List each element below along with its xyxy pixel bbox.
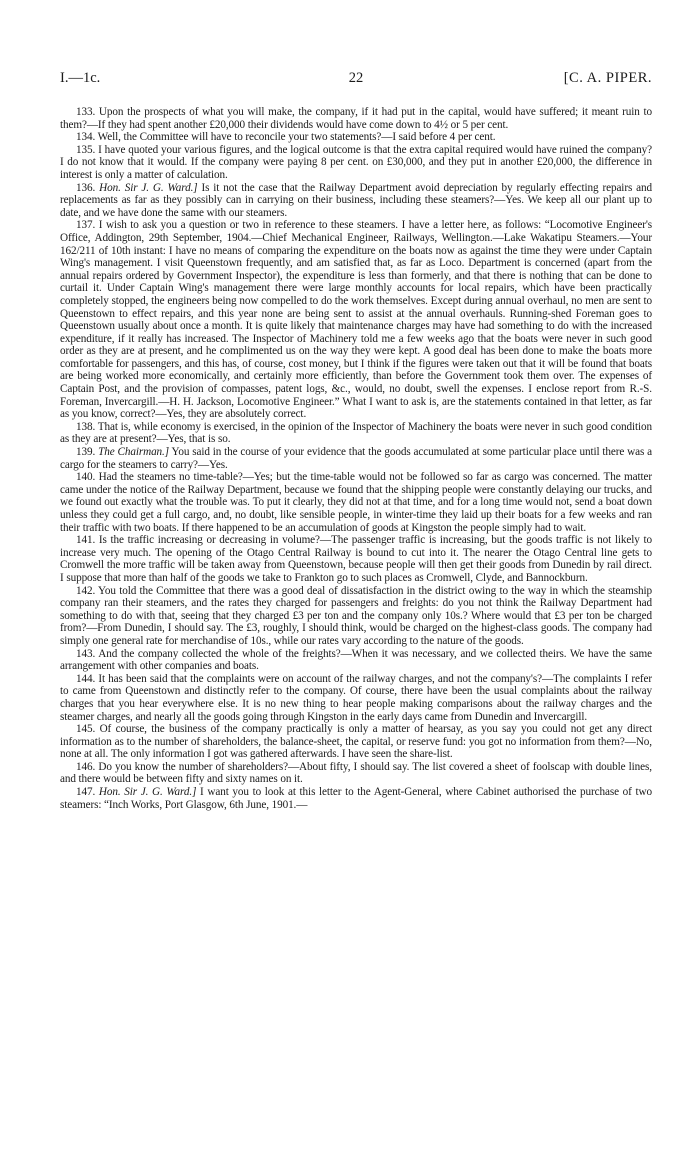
speaker: Hon. Sir J. G. Ward.] [99,181,198,194]
paragraph-text: You said in the course of your evidence that the goods accumulated at some particular place until there was a cargo for the steamers to carry?—Yes. [60,446,652,471]
paragraph-134: 134. Well, the Committee will have to reconcile your two statements?—I said before 4 per cent. [76,131,496,144]
paragraph-136 [60,182,652,220]
paragraph-text: I want you to look at this letter to the Agent-General, where Cabinet authorised the purchase of two steamers: “Inch Works, Port Glasgow, 6th June, 1901.— [60,786,652,811]
paragraph-145: 145. Of course, the business of the company practically is only a matter of hearsay, as you say you could not get any direct information as to the number of shareholders, the balance-sheet, the capital, or reserve fund: you got no information from them?—No, none at all. The only information I got was gathered afterwards. I have seen the share-list. [60,723,652,761]
paragraph-143: 143. And the company collected the whole of the freights?—When it was necessary, and we collected theirs. We have the same arrangement with other companies and boats. [60,647,652,673]
witness-name: [C. A. PIPER. [563,70,652,86]
paragraph-139 [60,446,652,471]
paragraph-147 [60,786,652,811]
page-number: 22 [348,70,364,86]
speaker: Hon. Sir J. G. Ward.] [98,786,197,799]
body-text [60,106,652,811]
paragraph-144: 144. It has been said that the complaints were on account of the railway charges, and not the company's?—The complaints I refer to came from Queenstown and distinctly refer to the company. Of course, there have been the usual complaints about the railway charges that you hear everywhere else. It is no new thing to hear people making comparisons about the railway charges and the steamer charges, and nearly all the goods going through Kingston in the early days came from Dunedin and Invercargill. [60,672,652,723]
paragraph-number: 139. [76,446,99,459]
document-page [60,70,652,811]
paragraph-133: 133. Upon the prospects of what you will make, the company, if it had put in the capital, would have suffered; it meant ruin to them?—If they had spent another £20,000 their dividends would have come down to 4½ or 5 per cent. [60,106,652,131]
paragraph-number: 147. [76,786,99,799]
paragraph-text: Is it not the case that the Railway Department avoid depreciation by regularly effecting repairs and replacements as far as they possibly can in carrying on their business, including these steamers?—Yes. We keep all our plant up to date, and we have done the same with our steamers. [60,181,652,219]
paragraph-146: 146. Do you know the number of shareholders?—About fifty, I should say. The list covered a sheet of foolscap with double lines, and there would be between fifty and sixty names on it. [60,760,652,786]
paragraph-141: 141. Is the traffic increasing or decreasing in volume?—The passenger traffic is increasing, but the goods traffic is not likely to increase very much. The opening of the Otago Central Railway is bound to cut into it. The nearer the Otago Central line gets to Cromwell the more traffic will be taken away from Queenstown, because people will then get their goods from Dunedin by rail direct. I suppose that more than half of the goods we take to Frankton go to such places as Cromwell, Clyde, and Bannockburn. [60,534,652,584]
paragraph-135: 135. I have quoted your various figures, and the logical outcome is that the extra capital required would have ruined the company? I do not know that it would. If the company were paying 8 per cent. on £30,000, and they put in another £20,000, the difference in interest is only a matter of calculation. [60,143,652,181]
paragraph-140: 140. Had the steamers no time-table?—Yes; but the time-table would not be followed so far as cargo was concerned. The matter came under the notice of the Railway Department, because we found that the shipping people were constantly delaying our trucks, and we found out exactly what the trouble was. To put it clearly, they did not at that time, and for a long time would not, send a boat down unless they could get a full cargo, and, no doubt, like sensible people, in winter-time they laid up their boats for a few weeks and ran their traffic with two boats. If there happened to be an accumulation of goods at Kingston the people simply had to wait. [60,471,652,534]
page-header [60,70,652,92]
paragraph-137: 137. I wish to ask you a question or two in reference to these steamers. I have a letter here, as follows: “Locomotive Engineer's Office, Addington, 29th September, 1904.—Chief Mechanical Engineer, Railways, Wellington.—Lake Wakatipu Steamers.—Your 162/211 of 10th instant: I have no means of comparing the expenditure on the boats now as against the time they were under Captain Wing's management. I visit Queenstown frequently, and am satisfied that, as far as Loco. Department is concerned (apart from the annual repairs ordered by Government Inspector), the expenditure is less than formerly, and that there is nothing that can be done to curtail it. Under Captain Wing's management there were large monthly accounts for local repairs, which have been practically completely stopped, the engineers being now compelled to do the work themselves. Except during annual overhaul, no men are sent to Queenstown to effect repairs, and this year none are being sent to assist at the annual overhauls. Running-shed Foreman goes to Queenstown usually about once a month. It is quite likely that maintenance charges may have had something to do with the increased expenditure, if it really has increased. The Inspector of Machinery told me a few weeks ago that the boats were never in such good order as they are at present, and he complimented us on the way they were kept. A good deal has been done to make the boats more comfortable for passengers, and this has, of course, cost money, but I think if the figures were taken out that it will be found that boats are being worked more economically, and certainly more efficiently, than before the Government took them over. The expenses of Captain Post, and the provision of compasses, patent logs, &c., would, no doubt, swell the expenses. I enclose report from R.-S. Foreman, Invercargill.—H. H. Jackson, Locomotive Engineer.” What I want to ask is, are the statements contained in that letter, as far as you know, correct?—Yes, they are absolutely correct. [60,219,652,421]
paragraph-138: 138. That is, while economy is exercised, in the opinion of the Inspector of Machinery the boats were never in such good condition as they are at present?—Yes, that is so. [60,420,652,446]
paragraph-142: 142. You told the Committee that there was a good deal of dissatisfaction in the district owing to the way in which the steamship company ran their steamers, and the rates they charged for passengers and freights: do you not think the Railway Department had something to do with that, seeing that they charged £3 per ton and the company only 10s.? Where would that £3 per ton be charged from?—From Dunedin, I should say. The £3, roughly, I should think, would be charged on the highest-class goods. The company had simply one general rate for merchandise of 10s., while our rates vary according to the nature of the goods. [60,584,652,647]
paragraph-number: 136. [76,181,100,194]
speaker: The Chairman.] [98,446,170,459]
report-code: I.—1c. [60,70,101,86]
